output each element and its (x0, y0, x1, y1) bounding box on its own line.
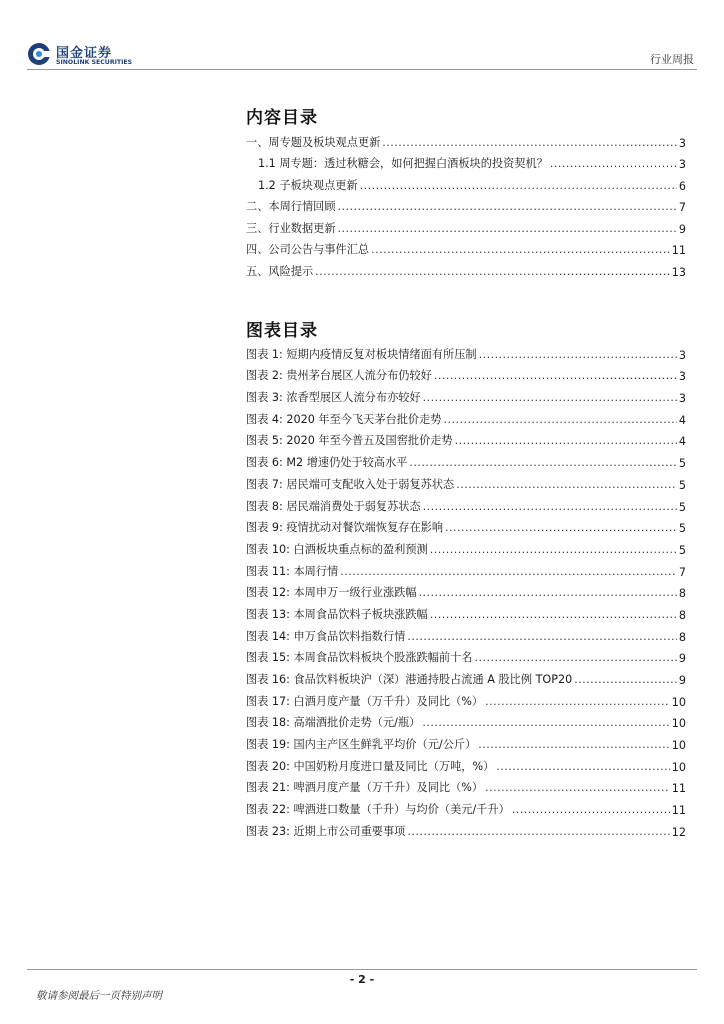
figure-entry[interactable] (246, 817, 686, 839)
dot-leader (434, 369, 677, 383)
figure-entry[interactable] (246, 557, 686, 579)
figure-entry-page: 11 (671, 804, 686, 818)
figure-entry-page: 10 (671, 760, 686, 774)
logo-chinese-name: 国金证券 (56, 46, 113, 61)
toc-entry-page: 13 (671, 265, 686, 279)
toc-entry-label: 1.2 子板块观点更新 (258, 178, 358, 192)
figure-entry[interactable] (246, 600, 686, 622)
figure-entry-label: 图表 7: 居民端可支配收入处于弱复苏状态 (246, 477, 455, 491)
footer-divider (27, 969, 697, 970)
dot-leader (550, 157, 677, 171)
dot-leader (456, 478, 677, 492)
logo-english-name: SINOLINK SECURITIES (56, 59, 133, 66)
figure-entry-label: 图表 6: M2 增速仍处于较高水平 (246, 456, 408, 470)
toc-title: 内容目录 (246, 108, 318, 128)
figure-entry[interactable] (246, 579, 686, 601)
figure-entry[interactable] (246, 340, 686, 362)
figure-entry-label: 图表 3: 浓香型展区人流分布亦较好 (246, 391, 421, 405)
figure-entry-page: 4 (678, 435, 686, 449)
figure-entry-label: 图表 17: 白酒月度产量（万千升）及同比（%） (246, 694, 484, 708)
toc-entry-label: 四、公司公告与事件汇总 (246, 243, 370, 256)
dot-leader (340, 565, 677, 579)
figure-entry-page: 9 (678, 652, 686, 666)
toc-entry[interactable] (246, 236, 686, 258)
figure-entry-label: 图表 21: 啤酒月度产量（万千升）及同比（%） (246, 781, 484, 795)
toc-entry[interactable] (246, 128, 686, 150)
dot-leader (478, 738, 669, 752)
figure-entry[interactable] (246, 795, 686, 817)
dot-leader (338, 200, 677, 214)
toc-entry-page: 3 (678, 136, 686, 150)
figure-entry-label: 图表 1: 短期内疫情反复对板块情绪面有所压制 (246, 347, 477, 361)
figure-entry[interactable] (246, 362, 686, 384)
figure-entry[interactable] (246, 427, 686, 449)
toc-entry-label: 三、行业数据更新 (246, 221, 336, 235)
figure-entry[interactable] (246, 774, 686, 796)
disclaimer-note: 敬请参阅最后一页特别声明 (36, 990, 162, 1002)
figure-entry-label: 图表 20: 中国奶粉月度进口量及同比（万吨，%） (246, 759, 495, 773)
figure-entry-page: 12 (671, 825, 686, 839)
figure-entry-page: 8 (678, 587, 686, 601)
figure-entry-label: 图表 23: 近期上市公司重要事项 (246, 824, 406, 838)
toc-entry[interactable] (246, 214, 686, 236)
figure-entry-label: 图表 10: 白酒板块重点标的盈利预测 (246, 542, 428, 556)
dot-leader (423, 391, 677, 405)
page-number: - 2 - (349, 973, 375, 986)
figure-entry-page: 5 (678, 543, 686, 557)
dot-leader (512, 803, 670, 817)
dot-leader (315, 265, 670, 279)
header-divider (27, 69, 697, 70)
figure-entry[interactable] (246, 644, 686, 666)
figure-entry[interactable] (246, 622, 686, 644)
figure-entry-page: 5 (678, 457, 686, 471)
toc-entry[interactable] (246, 171, 686, 193)
figure-entry[interactable] (246, 492, 686, 514)
figure-entry-page: 5 (678, 522, 686, 536)
sinolink-logo-icon (27, 42, 51, 66)
figure-entry-page: 10 (671, 717, 686, 731)
figure-entry-page: 10 (671, 739, 686, 753)
dot-leader (445, 521, 677, 535)
dot-leader (455, 434, 677, 448)
dot-leader (574, 673, 677, 687)
toc-entry-page: 6 (678, 179, 686, 193)
dot-leader (419, 586, 677, 600)
figure-list-title: 图表目录 (246, 321, 318, 341)
figure-entry-page: 8 (678, 630, 686, 644)
dot-leader (423, 500, 677, 514)
figure-entry-page: 3 (678, 392, 686, 406)
table-of-contents (246, 128, 686, 279)
toc-entry-label: 五、风险提示 (246, 264, 314, 278)
figure-entry-label: 图表 13: 本周食品饮料子板块涨跌幅 (246, 607, 428, 621)
toc-entry-label: 一、周专题及板块观点更新 (246, 135, 381, 149)
figure-entry[interactable] (246, 514, 686, 536)
dot-leader (443, 413, 676, 427)
toc-entry[interactable] (246, 193, 686, 215)
figure-entry-page: 11 (671, 782, 686, 796)
figure-entry-label: 图表 5: 2020 年至今普五及国窖批价走势 (246, 434, 453, 448)
figure-entry-label: 图表 8: 居民端消费处于弱复苏状态 (246, 499, 421, 513)
dot-leader (430, 608, 677, 622)
figure-entry-label: 图表 11: 本周行情 (246, 564, 339, 578)
dot-leader (485, 781, 670, 795)
figure-entry-label: 图表 15: 本周食品饮料板块个股涨跌幅前十名 (246, 651, 473, 665)
dot-leader (496, 760, 669, 774)
dot-leader (382, 136, 677, 150)
figure-entry[interactable] (246, 448, 686, 470)
figure-entry-label: 图表 18: 高端酒批价走势（元/瓶） (246, 716, 421, 730)
list-of-figures (246, 340, 686, 839)
figure-entry-page: 5 (678, 478, 686, 492)
figure-entry-label: 图表 16: 食品饮料板块沪（深）港通持股占流通 A 股比例 TOP20 (246, 673, 573, 686)
toc-entry[interactable] (246, 150, 686, 172)
figure-entry-label: 图表 14: 申万食品饮料指数行情 (246, 629, 406, 643)
figure-entry[interactable] (246, 709, 686, 731)
figure-entry[interactable] (246, 470, 686, 492)
dot-leader (338, 222, 677, 236)
dot-leader (371, 243, 670, 257)
figure-entry-page: 8 (678, 608, 686, 622)
figure-entry[interactable] (246, 535, 686, 557)
toc-entry[interactable] (246, 257, 686, 279)
dot-leader (479, 348, 677, 362)
toc-entry-page: 3 (678, 158, 686, 171)
figure-entry[interactable] (246, 665, 686, 687)
figure-entry-page: 9 (678, 674, 686, 687)
dot-leader (485, 695, 670, 709)
toc-entry-page: 11 (671, 244, 686, 257)
dot-leader (407, 630, 677, 644)
dot-leader (422, 716, 669, 730)
dot-leader (409, 456, 676, 470)
figure-entry-page: 3 (678, 370, 686, 384)
figure-entry[interactable] (246, 405, 686, 427)
toc-entry-page: 9 (678, 222, 686, 236)
figure-entry-page: 4 (678, 413, 686, 427)
toc-entry-page: 7 (678, 201, 686, 214)
report-type-label: 行业周报 (650, 53, 694, 66)
figure-entry-label: 图表 22: 啤酒进口数量（千升）与均价（美元/千升） (246, 803, 510, 817)
toc-entry-label: 1.1 周专题：透过秋糖会，如何把握白酒板块的投资契机？ (258, 157, 548, 170)
figure-entry-page: 10 (671, 695, 686, 709)
dot-leader (407, 825, 669, 839)
dot-leader (430, 543, 677, 557)
figure-entry-page: 3 (678, 348, 686, 362)
dot-leader (360, 179, 677, 193)
figure-entry[interactable] (246, 752, 686, 774)
figure-entry-page: 5 (678, 500, 686, 514)
figure-entry-label: 图表 9: 疫情扰动对餐饮端恢复存在影响 (246, 521, 444, 535)
figure-entry[interactable] (246, 730, 686, 752)
company-logo (27, 40, 139, 70)
figure-entry-label: 图表 2: 贵州茅台展区人流分布仍较好 (246, 369, 432, 383)
toc-entry-label: 二、本周行情回顾 (246, 200, 336, 213)
figure-entry-label: 图表 12: 本周申万一级行业涨跌幅 (246, 586, 417, 600)
figure-entry-page: 7 (678, 565, 686, 579)
figure-entry-label: 图表 4: 2020 年至今飞天茅台批价走势 (246, 412, 442, 426)
figure-entry[interactable] (246, 383, 686, 405)
dot-leader (475, 651, 677, 665)
figure-entry[interactable] (246, 687, 686, 709)
figure-entry-label: 图表 19: 国内主产区生鲜乳平均价（元/公斤） (246, 738, 477, 752)
